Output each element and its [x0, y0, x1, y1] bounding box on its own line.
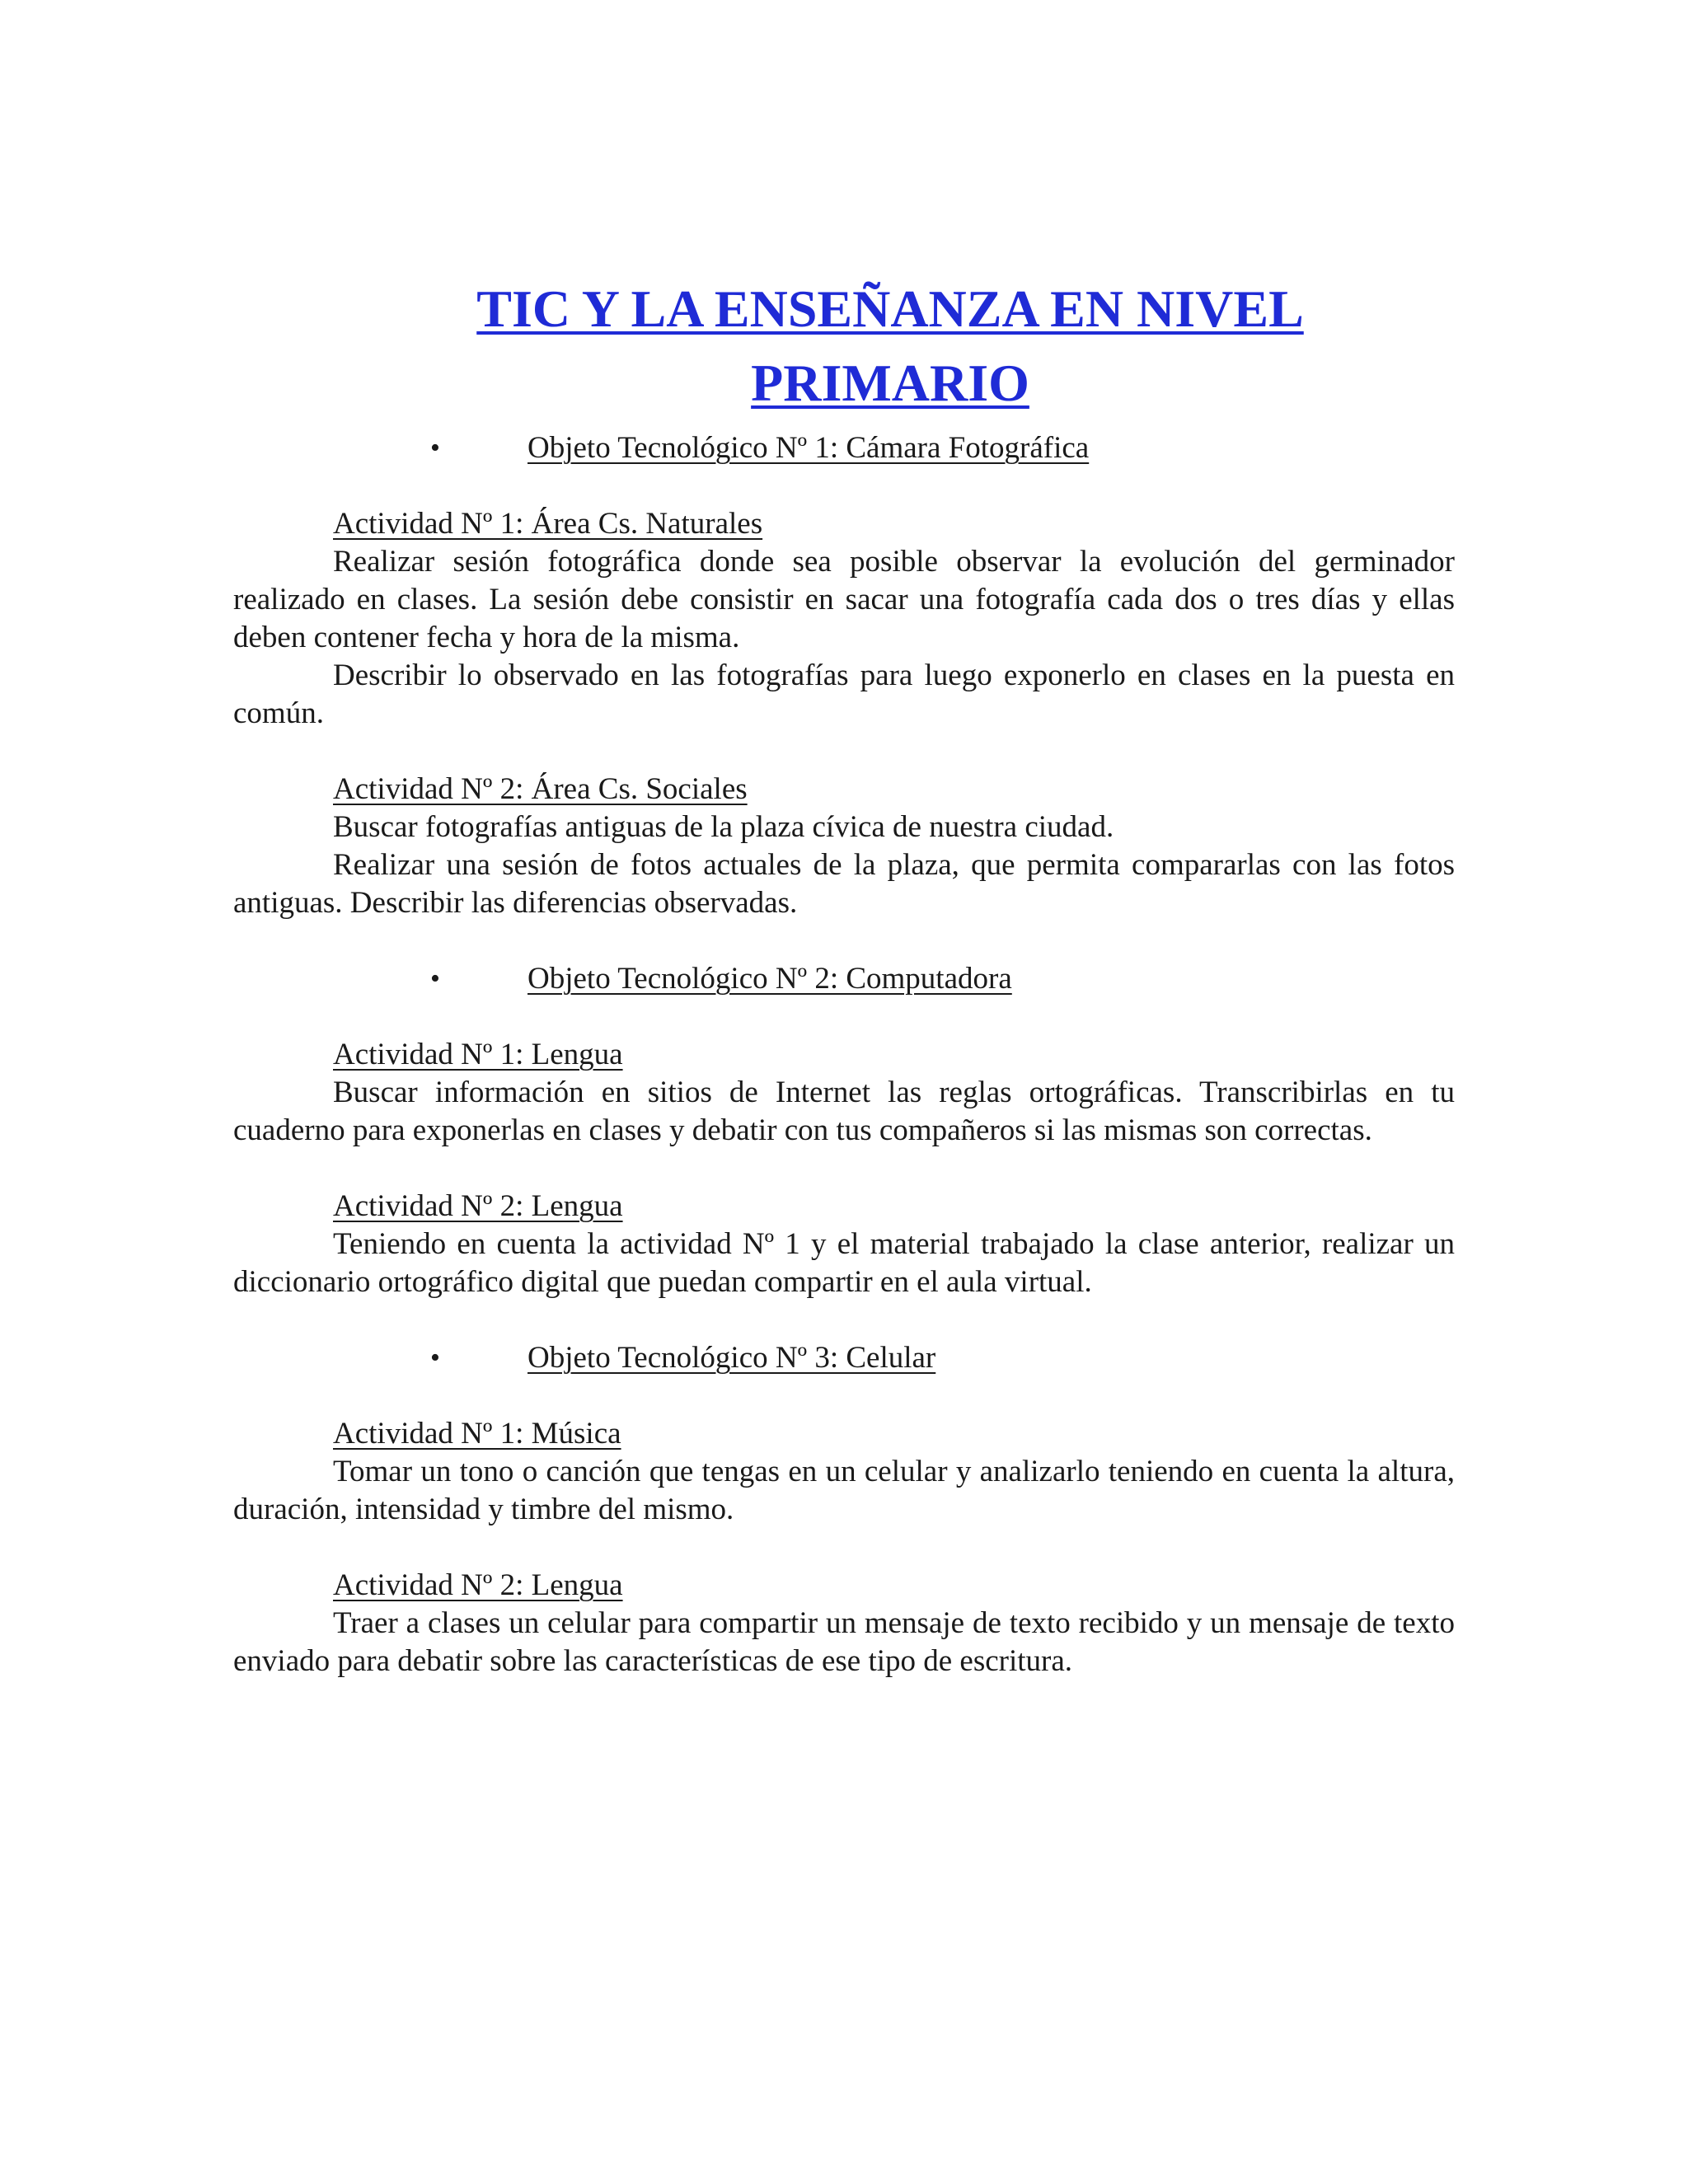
- bullet-icon: •: [430, 1343, 440, 1373]
- spacer: [233, 1529, 1455, 1567]
- page-title: [429, 272, 1352, 420]
- activity-title: Actividad Nº 2: Lengua: [333, 1189, 623, 1223]
- activity-paragraph: Buscar información en sitios de Internet las reglas ortográficas. Transcribirlas en tu cuaderno para exponerlas en clases y debatir con tus compañeros si las mismas son correctas.: [233, 1076, 1455, 1147]
- document-body: [233, 429, 1455, 1680]
- spacer: [233, 1150, 1455, 1188]
- activity-title: Actividad Nº 2: Área Cs. Sociales: [333, 772, 748, 806]
- activity-paragraph: Tomar un tono o canción que tengas en un celular y analizarlo teniendo en cuenta la altura, duración, intensidad y timbre del mismo.: [233, 1455, 1455, 1526]
- activity-paragraph: Describir lo observado en las fotografías para luego exponerlo en clases en la puesta en común.: [233, 658, 1455, 730]
- object-label: Objeto Tecnológico Nº 3: Celular: [528, 1341, 936, 1375]
- activity-title: Actividad Nº 2: Lengua: [333, 1568, 623, 1602]
- activity-title: Actividad Nº 1: Área Cs. Naturales: [333, 507, 763, 541]
- activity-title: Actividad Nº 1: Música: [333, 1417, 621, 1451]
- spacer: [233, 733, 1455, 771]
- title-line-1: TIC Y LA ENSEÑANZA EN NIVEL: [476, 279, 1304, 338]
- title-line-2: PRIMARIO: [751, 354, 1029, 412]
- activity-paragraph: Realizar sesión fotográfica donde sea posible observar la evolución del germinador realizado en clases. La sesión debe consistir en sacar una fotografía cada dos o tres días y ellas deben contener fecha y hora de la misma.: [233, 545, 1455, 654]
- activity-title: Actividad Nº 1: Lengua: [333, 1038, 623, 1071]
- spacer: [233, 1377, 1455, 1415]
- spacer: [233, 998, 1455, 1036]
- object-heading-phone: [233, 1339, 1455, 1377]
- spacer: [233, 1301, 1455, 1339]
- object-label: Objeto Tecnológico Nº 2: Computadora: [528, 962, 1012, 996]
- activity-paragraph: Teniendo en cuenta la actividad Nº 1 y el material trabajado la clase anterior, realizar un diccionario ortográfico digital que puedan compartir en el aula virtual.: [233, 1227, 1455, 1299]
- activity-paragraph: Buscar fotografías antiguas de la plaza cívica de nuestra ciudad.: [333, 810, 1114, 844]
- spacer: [233, 922, 1455, 960]
- object-heading-camera: [233, 429, 1455, 467]
- activity-paragraph: Traer a clases un celular para compartir un mensaje de texto recibido y un mensaje de texto enviado para debatir sobre las características de ese tipo de escritura.: [233, 1606, 1455, 1678]
- activity-paragraph: Realizar una sesión de fotos actuales de la plaza, que permita compararlas con las fotos antiguas. Describir las diferencias observadas.: [233, 848, 1455, 920]
- bullet-icon: •: [430, 963, 440, 994]
- object-label: Objeto Tecnológico Nº 1: Cámara Fotográfica: [528, 431, 1090, 465]
- object-heading-computer: [233, 960, 1455, 998]
- bullet-icon: •: [430, 433, 440, 463]
- spacer: [233, 467, 1455, 505]
